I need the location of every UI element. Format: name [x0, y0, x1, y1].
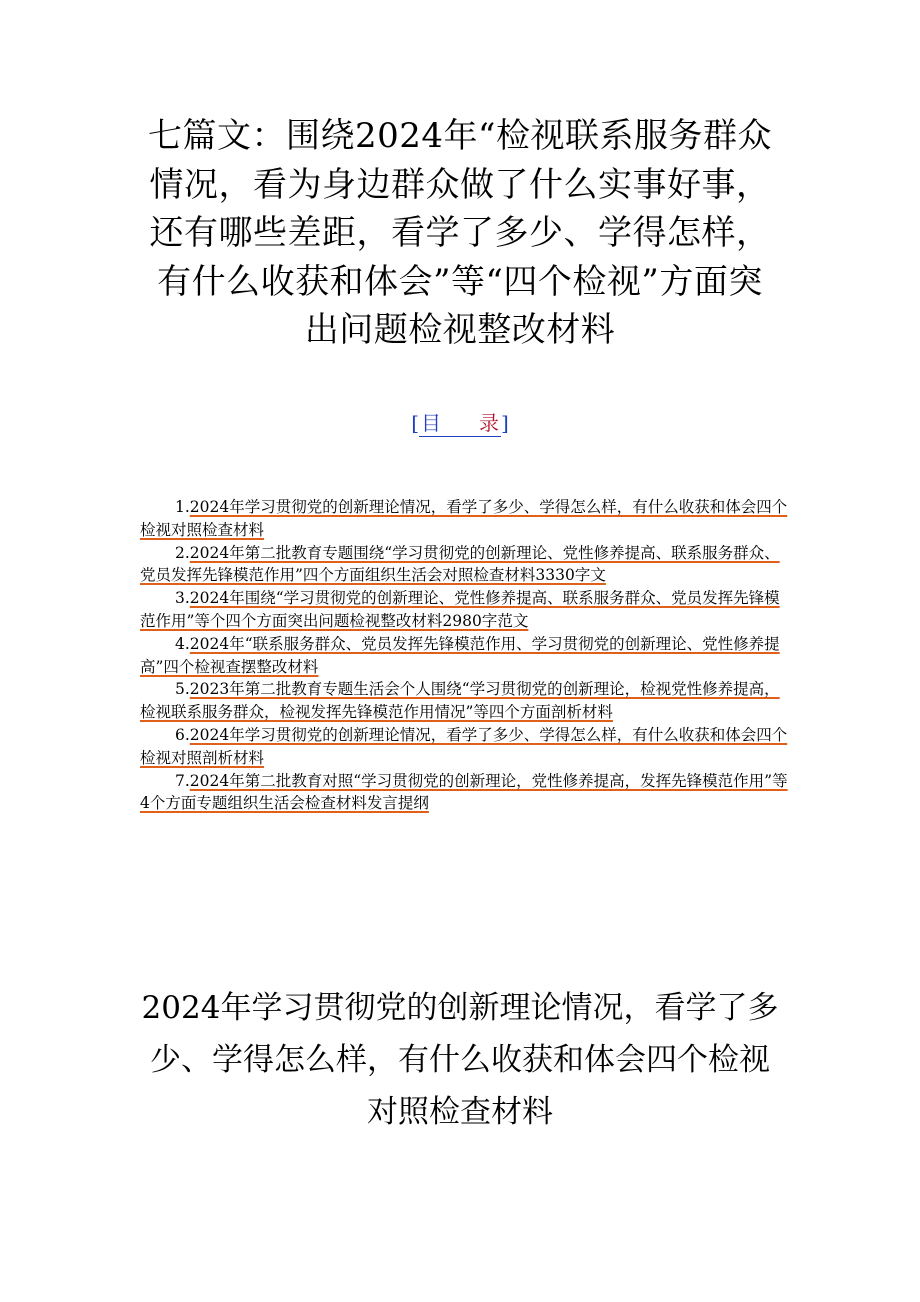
toc-heading-left-bracket: [ [411, 411, 419, 435]
document-title: 七篇文：围绕2024年“检视联系服务群众情况，看为身边群众做了什么实事好事，还有哪些差距，看学了多少、学得怎样，有什么收获和体会”等“四个检视”方面突出问题检视整改材料 [148, 116, 772, 350]
toc-item-link[interactable]: 2023年第二批教育专题生活会个人围绕“学习贯彻党的创新理论，检视党性修养提高，检视联系服务群众，检视发挥先锋模范作用情况”等四个方面剖析材料 [140, 680, 780, 722]
toc-heading-right-bracket: ] [501, 411, 509, 435]
toc-item-4[interactable] [140, 633, 790, 679]
toc-item-link[interactable]: 2024年“联系服务群众、党员发挥先锋模范作用、学习贯彻党的创新理论、党性修养提高”四个检视查摆整改材料 [140, 634, 780, 676]
toc-item-number: 5. [175, 680, 190, 699]
toc-heading-char-lu: 录 [479, 411, 499, 435]
toc-item-5[interactable] [140, 678, 790, 724]
toc-item-link[interactable]: 2024年学习贯彻党的创新理论情况，看学了多少、学得怎么样，有什么收获和体会四个检视对照检查材料 [140, 498, 788, 539]
section-title: 2024年学习贯彻党的创新理论情况，看学了多少、学得怎么样，有什么收获和体会四个检视对照检查材料 [141, 990, 779, 1130]
toc-item-number: 2. [175, 543, 190, 562]
toc-item-1[interactable] [140, 496, 790, 542]
toc-item-link[interactable]: 2024年围绕“学习贯彻党的创新理论、党性修养提高、联系服务群众、党员发挥先锋模范作用”等个四个方面突出问题检视整改材料2980字范文 [140, 589, 780, 630]
toc-item-link[interactable]: 2024年第二批教育专题围绕“学习贯彻党的创新理论、党性修养提高、联系服务群众、党员发挥先锋模范作用”四个方面组织生活会对照检查材料3330字文 [140, 543, 780, 585]
toc-heading-char-mu: 目 [421, 411, 441, 435]
toc-item-number: 6. [175, 725, 190, 744]
toc-item-number: 3. [175, 589, 190, 608]
toc-heading[interactable] [0, 408, 920, 438]
toc-item-6[interactable] [140, 724, 790, 770]
toc-item-number: 4. [175, 634, 190, 653]
toc-item-link[interactable]: 2024年第二批教育对照“学习贯彻党的创新理论，党性修养提高，发挥先锋模范作用”等4个方面专题组织生活会检查材料发言提纲 [140, 771, 788, 813]
toc-item-link[interactable]: 2024年学习贯彻党的创新理论情况，看学了多少、学得怎么样，有什么收获和体会四个检视对照剖析材料 [140, 725, 788, 767]
toc-item-7[interactable] [140, 770, 790, 816]
toc-item-2[interactable] [140, 542, 790, 588]
toc-item-3[interactable] [140, 587, 790, 633]
table-of-contents [140, 496, 790, 815]
toc-item-number: 7. [175, 771, 190, 790]
toc-heading-link[interactable] [419, 411, 501, 437]
toc-item-number: 1. [175, 498, 190, 516]
